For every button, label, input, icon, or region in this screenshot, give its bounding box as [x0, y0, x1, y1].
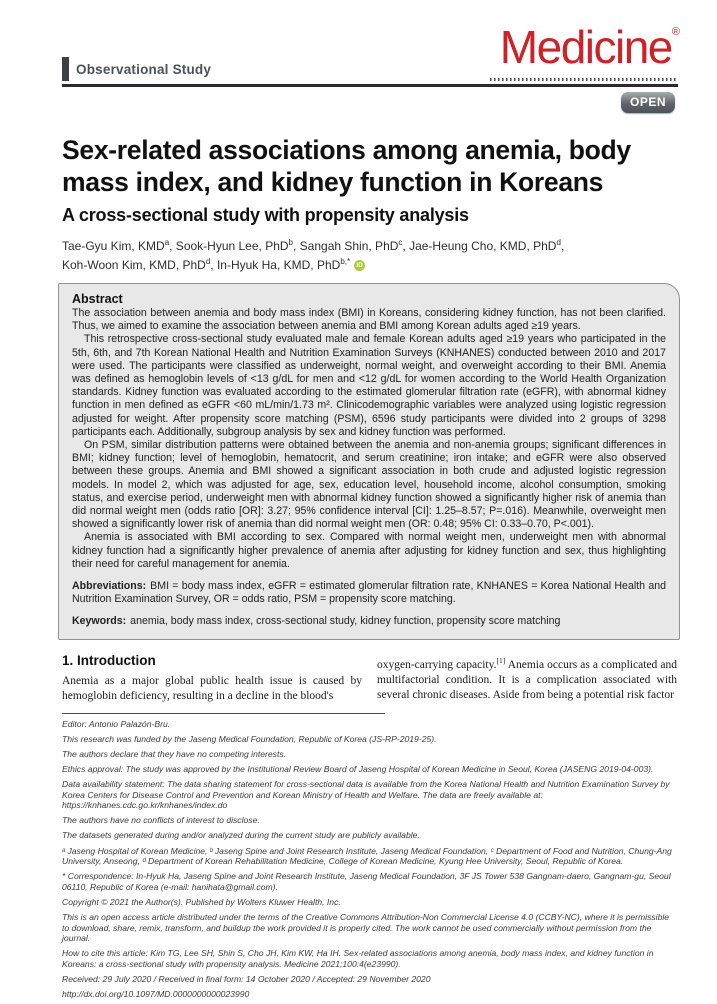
- text-segment: , Sangah Shin, PhD: [293, 239, 399, 253]
- text-segment: , Sook-Hyun Lee, PhD: [169, 239, 289, 253]
- article-title-line2: mass index, and kidney function in Koreans: [62, 167, 604, 197]
- footnote: Received: 29 July 2020 / Received in final form: 14 October 2020 / Accepted: 29 November 2020: [62, 973, 431, 984]
- journal-logo: [499, 21, 680, 73]
- journal-logo-text: Medicine: [499, 21, 672, 73]
- article-title-line1: Sex-related associations among anemia, body: [62, 135, 631, 165]
- superscript: [1]: [496, 655, 506, 665]
- footnote: This research was funded by the Jaseng Medical Foundation, Republic of Korea (JS-RP-2019-25).: [62, 733, 437, 744]
- abbreviations-text: BMI = body mass index, eGFR = estimated glomerular filtration rate, KNHANES = Korea National Health and Nutrition Examination Survey, OR = odds ratio, PSM = propensity score matching.: [72, 580, 666, 606]
- footnote: * Correspondence: In-Hyuk Ha, Jaseng Spine and Joint Research Institute, Jaseng Medical Foundation, 3F JS Tower 538 Gangnam-daero, Gangnam-gu, Seoul 06110, Republic of Korea (e-mail: hanihata@gmail.com).: [62, 871, 671, 892]
- registered-mark-icon: ®: [671, 26, 680, 38]
- authors-line-1: [62, 235, 678, 254]
- abstract-paragraph: The association between anemia and body mass index (BMI) in Koreans, considering kidney function, has not been clarified. Thus, we aimed to examine the association between anemia and BMI among Korean adults aged ≥19 years.: [72, 307, 666, 333]
- text-segment: Koh-Woon Kim, KMD, PhD: [62, 258, 206, 272]
- superscript: d: [205, 257, 211, 266]
- footnote: Editor: Antonio Palazón-Bru.: [62, 718, 171, 729]
- footnote: How to cite this article: Kim TG, Lee SH, Shin S, Cho JH, Kim KW, Ha IH. Sex-related associations among anemia, body mass index, and kidney function in Koreans: a cross-sectional study with propensity analysis. Medicine 2021;100:4(e23990).: [62, 948, 654, 969]
- footnote: Ethics approval: The study was approved by the Institutional Review Board of Jaseng Hospital of Korean Medicine in Seoul, Korea (JASENG 2019-04-003).: [62, 763, 654, 774]
- text-segment: ,: [560, 239, 565, 253]
- abstract-heading: Abstract: [72, 292, 123, 306]
- open-access-badge: OPEN: [621, 92, 675, 113]
- abbreviations-row: [72, 580, 666, 606]
- footnote: ᵃ Jaseng Hospital of Korean Medicine, ᵇ Jaseng Spine and Joint Research Institute, Jaseng Medical Foundation, ᶜ Department of Food and Nutrition, Chung-Ang University, Anseong, ᵈ Department of Korean Rehabilitation Medicine, College of Korean Medicine, Kyung Hee University, Seoul, Republic of Korea.: [62, 845, 672, 867]
- article-type-label: Observational Study: [76, 61, 212, 77]
- introduction-paragraph-right: [377, 653, 677, 703]
- footnote: Data availability statement: The data sharing statement for cross-sectional data is available from the Korea National Health and Nutrition Examination Survey by Korea Centers for Disease Control and Prevention and Korean Ministry of Health and Welfare. The data are freely available at: https://knhanes.cdc.go.kr/knhanes/index.do: [62, 779, 670, 811]
- article-type-kicker: [62, 57, 211, 81]
- orcid-icon[interactable]: iD: [354, 260, 365, 271]
- authors-line-2: [62, 254, 678, 273]
- footnotes-block: [62, 719, 678, 1000]
- superscript: a: [164, 238, 170, 247]
- header-rule: [62, 84, 678, 87]
- superscript: c: [398, 238, 403, 247]
- abbreviations-label: Abbreviations:: [72, 580, 147, 593]
- superscript: b,*: [340, 257, 351, 266]
- authors-line-2-text: [62, 258, 350, 272]
- keywords-label: Keywords:: [72, 615, 127, 628]
- introduction-heading: 1. Introduction: [62, 652, 156, 668]
- logo-dotted-rule: [490, 78, 678, 81]
- footnote-separator-rule: [62, 713, 385, 714]
- abstract-paragraphs: [72, 307, 666, 571]
- text-segment: , Jae-Heung Cho, KMD, PhD: [402, 239, 557, 253]
- author-list: [62, 235, 678, 273]
- kicker-bar: [62, 57, 69, 81]
- footnote: Copyright © 2021 the Author(s). Published by Wolters Kluwer Health, Inc.: [62, 896, 341, 907]
- abstract-paragraph: This retrospective cross-sectional study evaluated male and female Korean adults aged ≥19 years who participated in the 5th, 6th, and 7th Korean National Health and Nutrition Examination Surveys (KNHANES) conducted between 2010 and 2017 were used. The participants were classified as underweight, normal weight, and overweight according to their BMI. Anemia was defined as hemoglobin levels of <13 g/dL for men and <12 g/dL for women according to the World Health Organization standards. Kidney function was evaluated according to the estimated glomerular filtration rate (eGFR), with abnormal kidney function in men defined as eGFR <60 mL/min/1.73 m². Clinicodemographic variables were analyzed using logistic regression adjusted for weight. After propensity score matching (PSM), 6596 study participants were divided into 2 groups of 3298 participants each. Additionally, subgroup analysis by sex and kidney function was performed.: [72, 333, 666, 438]
- abstract-paragraph: On PSM, similar distribution patterns were obtained between the anemia and non-anemia groups; significant differences in BMI; kidney function; level of hemoglobin, hematocrit, and serum creatinine; iron intake; and eGFR were also observed between these groups. Anemia and BMI showed a significant association in both crude and adjusted logistic regression models. In model 2, which was adjusted for age, sex, education level, household income, alcohol consumption, smoking status, and exercise period, underweight men with abnormal kidney function showed a significantly higher risk of anemia than did normal weight men (odds ratio [OR]: 3.27; 95% confidence interval [CI]: 1.25–8.57; P=.016). Meanwhile, overweight men showed a significantly lower risk of anemia than did normal weight men (OR: 0.48; 95% CI: 0.33–0.70, P<.001).: [72, 439, 666, 531]
- text-segment: , In-Hyuk Ha, KMD, PhD: [210, 258, 341, 272]
- superscript: b: [288, 238, 293, 247]
- introduction-paragraph-left: Anemia as a major global public health issue is caused by hemoglobin deficiency, resulting in a decline in the blood's: [62, 674, 362, 702]
- article-title: [62, 134, 678, 198]
- abstract-box: [58, 283, 680, 640]
- footnote: http://dx.doi.org/10.1097/MD.0000000000023990: [62, 989, 250, 1000]
- article-page: [62, 0, 678, 1004]
- footnote: The datasets generated during and/or analyzed during the current study are publicly available.: [62, 830, 420, 841]
- abstract-paragraph: Anemia is associated with BMI according to sex. Compared with normal weight men, underweight men with abnormal kidney function had a significantly higher prevalence of anemia after adjusting for kidney function and sex, thus highlighting their need for careful management for anemia.: [72, 531, 666, 570]
- footnote: The authors have no conflicts of interest to disclose.: [62, 815, 260, 826]
- introduction-right-column: [377, 653, 677, 704]
- footnote: This is an open access article distributed under the terms of the Creative Commons Attribution-Non Commercial License 4.0 (CCBY-NC), where it is permissible to download, share, remix, transform, and buildup the work provided it is properly cited. The work cannot be used commercially without permission from the journal.: [62, 911, 670, 944]
- article-subtitle: A cross-sectional study with propensity analysis: [62, 205, 469, 225]
- text-segment: Tae-Gyu Kim, KMD: [62, 239, 165, 253]
- footnote: The authors declare that they have no competing interests.: [62, 748, 287, 759]
- page-header: [62, 0, 678, 112]
- introduction-section: [62, 653, 678, 704]
- text-segment: oxygen-carrying capacity.: [377, 658, 497, 671]
- superscript: d: [556, 238, 561, 247]
- text-segment: Anemia occurs as a complicated and multifactorial condition. It is a complication associated with several chronic diseases. Aside from being a potential risk factor: [377, 658, 677, 701]
- keywords-text: anemia, body mass index, cross-sectional study, kidney function, propensity score matching: [130, 615, 561, 628]
- keywords-row: [72, 615, 666, 628]
- introduction-left-column: [62, 653, 362, 704]
